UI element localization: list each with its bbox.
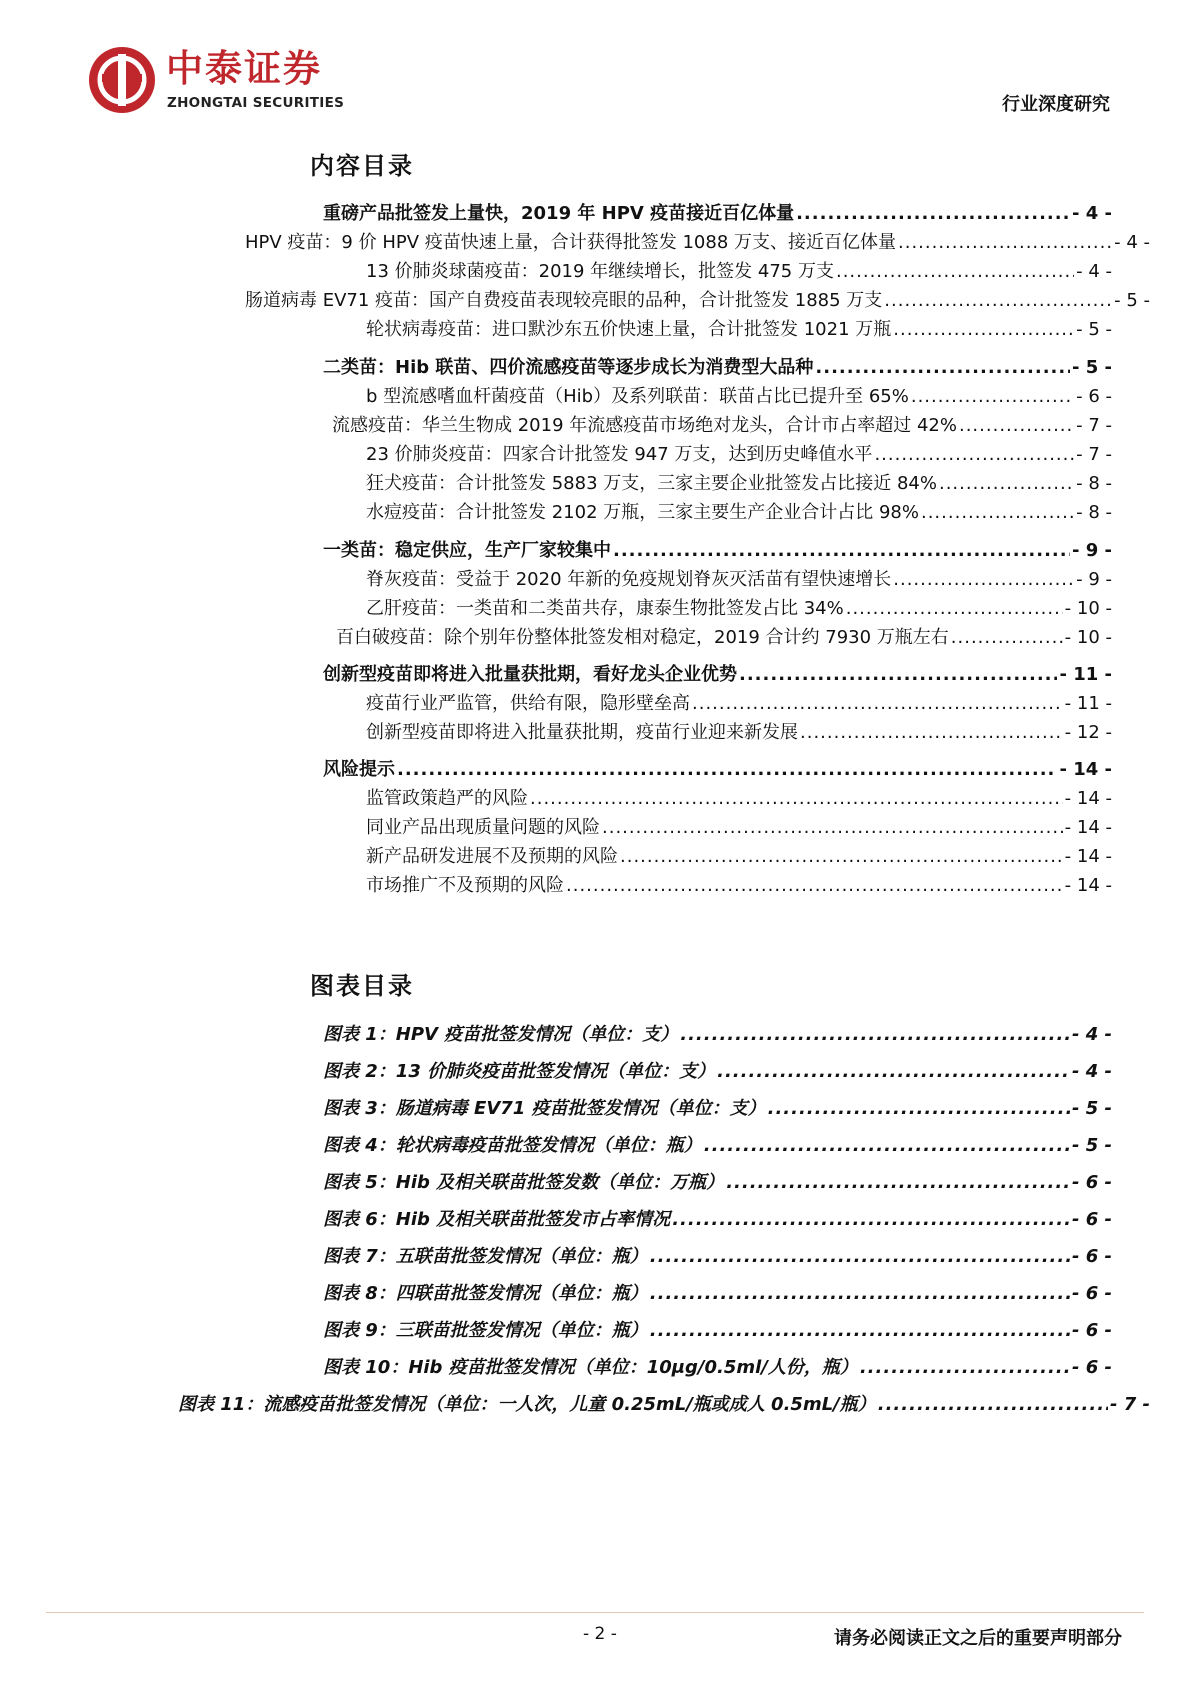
toc-entry-page: - 4 - xyxy=(1076,261,1112,282)
toc-entry[interactable] xyxy=(366,785,1112,813)
brand-name-en: ZHONGTAI SECURITIES xyxy=(167,95,345,111)
toc-entry[interactable] xyxy=(366,872,1112,900)
zhongtai-logo xyxy=(88,46,156,114)
toc-entry[interactable] xyxy=(245,287,1150,315)
figure-entry-text: 图表 5：Hib 及相关联苗批签发数（单位：万瓶） xyxy=(323,1172,725,1193)
figure-entry[interactable] xyxy=(323,1354,1112,1382)
figure-entry-page: - 6 - xyxy=(1072,1172,1112,1193)
toc-entry-text: 肠道病毒 EV71 疫苗：国产自费疫苗表现较亮眼的品种，合计批签发 1885 万支 xyxy=(245,290,883,311)
toc-entry-text: 13 价肺炎球菌疫苗：2019 年继续增长，批签发 475 万支 xyxy=(366,261,834,282)
figure-entry-page: - 6 - xyxy=(1072,1283,1112,1304)
toc-entry-text: 同业产品出现质量问题的风险 xyxy=(366,817,600,838)
figure-entry-page: - 5 - xyxy=(1072,1098,1112,1119)
toc-entry-page: - 4 - xyxy=(1114,232,1150,253)
figure-entry-page: - 4 - xyxy=(1072,1061,1112,1082)
toc-entry-page: - 10 - xyxy=(1064,627,1112,648)
toc-entry-text: 乙肝疫苗：一类苗和二类苗共存，康泰生物批签发占比 34% xyxy=(366,598,844,619)
toc-entry[interactable] xyxy=(323,756,1112,784)
toc-entry[interactable] xyxy=(366,470,1112,498)
toc-entry[interactable] xyxy=(366,690,1112,718)
toc-entry-text: 创新型疫苗即将进入批量获批期，疫苗行业迎来新发展 xyxy=(366,722,798,743)
toc-entry-text: b 型流感嗜血杆菌疫苗（Hib）及系列联苗：联苗占比已提升至 65% xyxy=(366,386,909,407)
toc-entry-text: 水痘疫苗：合计批签发 2102 万瓶，三家主要生产企业合计占比 98% xyxy=(366,502,919,523)
toc-entry[interactable] xyxy=(366,258,1112,286)
toc-entry-text: 新产品研发进展不及预期的风险 xyxy=(366,846,618,867)
toc-entry-page: - 8 - xyxy=(1076,502,1112,523)
figure-entry[interactable] xyxy=(178,1391,1150,1419)
toc-entry-page: - 12 - xyxy=(1064,722,1112,743)
toc-entry-page: - 6 - xyxy=(1076,386,1112,407)
toc-entry-page: - 5 - xyxy=(1076,319,1112,340)
toc-entry[interactable] xyxy=(323,354,1112,382)
figure-entry-page: - 6 - xyxy=(1072,1246,1112,1267)
toc-entry-page: - 8 - xyxy=(1076,473,1112,494)
toc-entry[interactable] xyxy=(323,661,1112,689)
toc-entry-text: 一类苗：稳定供应，生产厂家较集中 xyxy=(323,540,611,561)
toc-entry-text: 创新型疫苗即将进入批量获批期，看好龙头企业优势 xyxy=(323,664,737,685)
figure-entry[interactable] xyxy=(323,1058,1112,1086)
toc-entry-page: - 7 - xyxy=(1076,415,1112,436)
toc-entry-text: 二类苗：Hib 联苗、四价流感疫苗等逐步成长为消费型大品种 xyxy=(323,357,814,378)
figure-entry-page: - 7 - xyxy=(1110,1394,1150,1415)
figure-entry-text: 图表 7：五联苗批签发情况（单位：瓶） xyxy=(323,1246,648,1267)
toc-entry[interactable] xyxy=(323,537,1112,565)
toc-entry-page: - 7 - xyxy=(1076,444,1112,465)
toc-entry-page: - 4 - xyxy=(1072,203,1112,224)
toc-entry[interactable] xyxy=(366,316,1112,344)
toc-entry-text: 脊灰疫苗：受益于 2020 年新的免疫规划脊灰灭活苗有望快速增长 xyxy=(366,569,892,590)
figure-entry-text: 图表 3：肠道病毒 EV71 疫苗批签发情况（单位：支） xyxy=(323,1098,766,1119)
figure-entry-text: 图表 2：13 价肺炎疫苗批签发情况（单位：支） xyxy=(323,1061,716,1082)
figure-entry[interactable] xyxy=(323,1095,1112,1123)
page-number: - 2 - xyxy=(583,1624,617,1644)
toc-entry[interactable] xyxy=(332,412,1112,440)
figure-entry-page: - 6 - xyxy=(1072,1209,1112,1230)
toc-entry-page: - 10 - xyxy=(1064,598,1112,619)
toc-entry-page: - 11 - xyxy=(1064,693,1112,714)
toc-entry-page: - 9 - xyxy=(1072,540,1112,561)
figure-entry[interactable] xyxy=(323,1021,1112,1049)
toc-entry-text: 疫苗行业严监管，供给有限，隐形壁垒高 xyxy=(366,693,690,714)
toc-entry-text: 监管政策趋严的风险 xyxy=(366,788,528,809)
toc-entry-page: - 9 - xyxy=(1076,569,1112,590)
toc-entry-page: - 11 - xyxy=(1059,664,1112,685)
toc-entry-text: HPV 疫苗：9 价 HPV 疫苗快速上量，合计获得批签发 1088 万支、接近百亿体量 xyxy=(245,232,896,253)
toc-entry-text: 流感疫苗：华兰生物成 2019 年流感疫苗市场绝对龙头，合计市占率超过 42% xyxy=(332,415,957,436)
figure-entry[interactable] xyxy=(323,1317,1112,1345)
toc-entry-page: - 14 - xyxy=(1064,788,1112,809)
toc-entry-text: 重磅产品批签发上量快，2019 年 HPV 疫苗接近百亿体量 xyxy=(323,203,795,224)
toc-entry-page: - 5 - xyxy=(1072,357,1112,378)
toc-title: 内容目录 xyxy=(310,151,414,180)
toc-entry[interactable] xyxy=(366,566,1112,594)
toc-entry[interactable] xyxy=(366,719,1112,747)
toc-entry-page: - 14 - xyxy=(1064,817,1112,838)
figure-entry-text: 图表 6：Hib 及相关联苗批签发市占率情况 xyxy=(323,1209,671,1230)
toc-entry-text: 风险提示 xyxy=(323,759,395,780)
brand-name-cn: 中泰证券 xyxy=(166,47,322,90)
figure-entry-text: 图表 1：HPV 疫苗批签发情况（单位：支） xyxy=(323,1024,679,1045)
figure-entry-page: - 6 - xyxy=(1072,1357,1112,1378)
figure-entry[interactable] xyxy=(323,1243,1112,1271)
figure-entry-text: 图表 11：流感疫苗批签发情况（单位：一人次，儿童 0.25mL/瓶或成人 0.5mL/瓶） xyxy=(178,1394,876,1415)
toc-entry[interactable] xyxy=(366,814,1112,842)
figure-entry-page: - 4 - xyxy=(1072,1024,1112,1045)
figure-entry[interactable] xyxy=(323,1169,1112,1197)
toc-entry-text: 轮状病毒疫苗：进口默沙东五价快速上量，合计批签发 1021 万瓶 xyxy=(366,319,892,340)
toc-entry-text: 23 价肺炎疫苗：四家合计批签发 947 万支，达到历史峰值水平 xyxy=(366,444,873,465)
toc-entry[interactable] xyxy=(245,229,1150,257)
toc-entry[interactable] xyxy=(366,843,1112,871)
toc-entry-text: 百白破疫苗：除个别年份整体批签发相对稳定，2019 合计约 7930 万瓶左右 xyxy=(336,627,949,648)
toc-entry[interactable] xyxy=(366,441,1112,469)
figure-entry-text: 图表 9：三联苗批签发情况（单位：瓶） xyxy=(323,1320,648,1341)
figure-entry-page: - 6 - xyxy=(1072,1320,1112,1341)
toc-entry[interactable] xyxy=(366,595,1112,623)
toc-entry[interactable] xyxy=(366,499,1112,527)
footer-disclaimer: 请务必阅读正文之后的重要声明部分 xyxy=(834,1628,1122,1649)
toc-entry-page: - 5 - xyxy=(1114,290,1150,311)
figure-entry-text: 图表 4：轮状病毒疫苗批签发情况（单位：瓶） xyxy=(323,1135,702,1156)
figures-title: 图表目录 xyxy=(310,971,414,1000)
toc-entry[interactable] xyxy=(366,383,1112,411)
figure-entry-page: - 5 - xyxy=(1072,1135,1112,1156)
footer-divider xyxy=(46,1612,1144,1613)
toc-entry-page: - 14 - xyxy=(1059,759,1112,780)
toc-entry[interactable] xyxy=(323,200,1112,228)
toc-entry-text: 市场推广不及预期的风险 xyxy=(366,875,564,896)
report-type: 行业深度研究 xyxy=(1002,94,1110,115)
toc-entry-page: - 14 - xyxy=(1064,875,1112,896)
figure-entry[interactable] xyxy=(323,1132,1112,1160)
toc-entry[interactable] xyxy=(336,624,1112,652)
figure-entry-text: 图表 10：Hib 疫苗批签发情况（单位：10μg/0.5ml/人份，瓶） xyxy=(323,1357,858,1378)
figure-entry[interactable] xyxy=(323,1206,1112,1234)
figure-entry-text: 图表 8：四联苗批签发情况（单位：瓶） xyxy=(323,1283,648,1304)
toc-entry-page: - 14 - xyxy=(1064,846,1112,867)
toc-entry-text: 狂犬疫苗：合计批签发 5883 万支，三家主要企业批签发占比接近 84% xyxy=(366,473,937,494)
figure-entry[interactable] xyxy=(323,1280,1112,1308)
